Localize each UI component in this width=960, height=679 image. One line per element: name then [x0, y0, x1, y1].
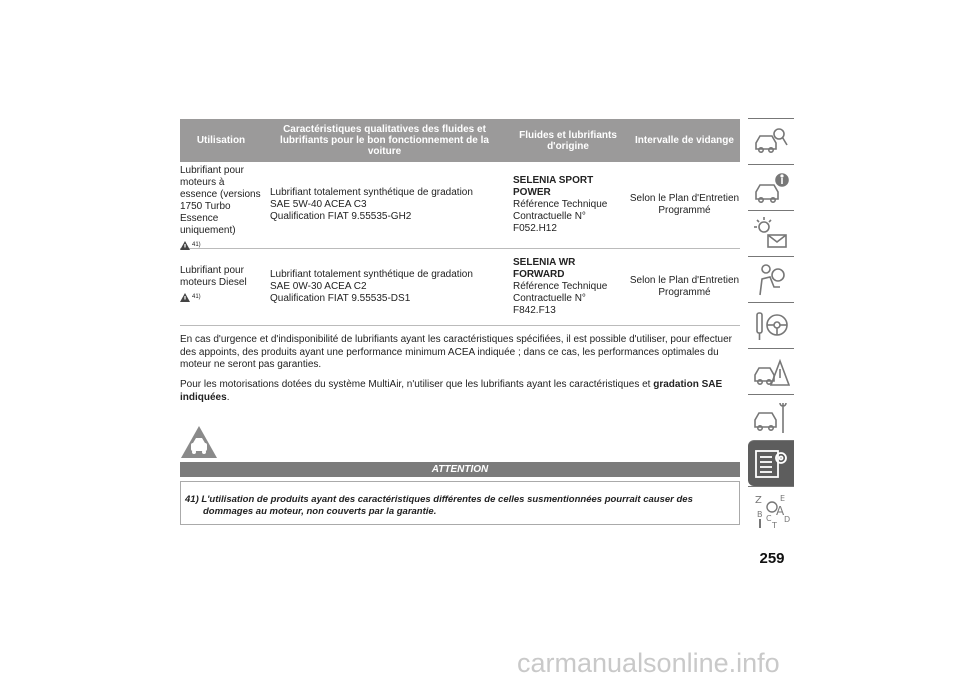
- svg-text:E: E: [780, 494, 786, 503]
- header-original-fluids: Fluides et lubrifiants d'origine: [519, 129, 617, 152]
- svg-text:C: C: [766, 514, 772, 523]
- spec-line: SAE 5W-40 ACEA C3: [270, 199, 367, 210]
- product-name: SELENIA WR FORWARD: [513, 257, 576, 280]
- key-steering-wheel-icon: [752, 307, 790, 345]
- svg-text:Z: Z: [755, 495, 762, 506]
- page-number: 259: [759, 550, 785, 567]
- spec-line: Qualification FIAT 9.55535-DS1: [270, 293, 411, 304]
- sidebar-tab-knowing-car[interactable]: [748, 118, 794, 164]
- interval-cell: Selon le Plan d'Entretien Programmé: [629, 193, 740, 216]
- product-line: F052.H12: [513, 223, 557, 234]
- svg-text:D: D: [784, 515, 790, 524]
- sidebar-tab-warning-lights[interactable]: [748, 210, 794, 256]
- usage-cell: Lubrifiant pour moteurs à essence (versions 1750 Turbo Essence uniquement): [180, 165, 261, 236]
- chapter-sidebar: [748, 118, 794, 532]
- header-usage: Utilisation: [196, 135, 246, 146]
- car-wrench-icon: [752, 399, 790, 437]
- note-reference: 41): [192, 242, 201, 248]
- sidebar-tab-maintenance[interactable]: [748, 394, 794, 440]
- attention-line: 41) L'utilisation de produits ayant des caractéristiques différentes de celles susmentionnées pourrait causer des: [185, 494, 693, 505]
- multiair-paragraph: Pour les motorisations dotées du système MultiAir, n'utiliser que les lubrifiants ayant les caractéristiques et gradation SAE indiquées.: [180, 379, 723, 403]
- svg-text:B: B: [757, 510, 763, 519]
- spec-line: Lubrifiant totalement synthétique de gradation: [270, 269, 473, 280]
- product-line: Référence Technique: [513, 199, 608, 210]
- watermark: carmanualsonline.info: [517, 648, 780, 678]
- warning-car-icon: [180, 425, 218, 459]
- warning-icon: [180, 293, 190, 302]
- spec-line: Qualification FIAT 9.55535-GH2: [270, 211, 412, 222]
- product-line: F842.F13: [513, 305, 556, 316]
- table-row: [180, 162, 740, 249]
- table-row: [180, 249, 740, 326]
- svg-text:A: A: [776, 504, 785, 518]
- sidebar-tab-starting-driving[interactable]: [748, 302, 794, 348]
- sidebar-tab-safety[interactable]: [748, 256, 794, 302]
- attention-title: ATTENTION: [180, 462, 740, 477]
- lubricant-table: [180, 119, 740, 326]
- car-magnifier-icon: [752, 123, 790, 161]
- technical-data-gear-icon: [752, 445, 790, 483]
- note-reference: 41): [192, 294, 201, 300]
- product-name: SELENIA SPORT POWER: [513, 175, 594, 198]
- product-line: Contractuelle N°: [513, 211, 586, 222]
- sidebar-tab-info[interactable]: [748, 164, 794, 210]
- spec-line: Lubrifiant totalement synthétique de gradation: [270, 187, 473, 198]
- spec-line: SAE 0W-30 ACEA C2: [270, 281, 367, 292]
- attention-box: [180, 481, 740, 525]
- header-characteristics: Caractéristiques qualitatives des fluides et lubrifiants pour le bon fonctionnement de la voiture: [280, 124, 489, 157]
- sidebar-tab-index[interactable]: [748, 486, 794, 532]
- interval-cell: Selon le Plan d'Entretien Programmé: [629, 275, 740, 298]
- attention-line: dommages au moteur, non couverts par la garantie.: [203, 506, 437, 517]
- emergency-paragraph: En cas d'urgence et d'indisponibilité de lubrifiants ayant les caractéristiques spécifiées, il est possible d'utiliser, pour effectuer des appoints, des produits ayant une performance minimum ACEA indiquée ; dans ce cas, les performances optimales du moteur ne seront pas garanties.: [180, 334, 732, 370]
- table-header: [180, 119, 740, 162]
- alphabetical-index-icon: [752, 491, 790, 529]
- car-info-icon: [752, 169, 790, 207]
- airbag-person-icon: [752, 261, 790, 299]
- header-change-interval: Intervalle de vidange: [635, 135, 734, 146]
- sidebar-tab-technical-data[interactable]: [748, 440, 794, 486]
- usage-cell: Lubrifiant pour moteurs Diesel: [180, 265, 247, 288]
- sidebar-tab-emergency[interactable]: [748, 348, 794, 394]
- warning-lights-envelope-icon: [752, 215, 790, 253]
- product-line: Contractuelle N°: [513, 293, 586, 304]
- svg-text:T: T: [772, 521, 777, 529]
- breakdown-car-triangle-icon: [752, 353, 790, 391]
- sae-gradation-emphasis: gradation SAE indiquées: [180, 379, 723, 403]
- product-line: Référence Technique: [513, 281, 608, 292]
